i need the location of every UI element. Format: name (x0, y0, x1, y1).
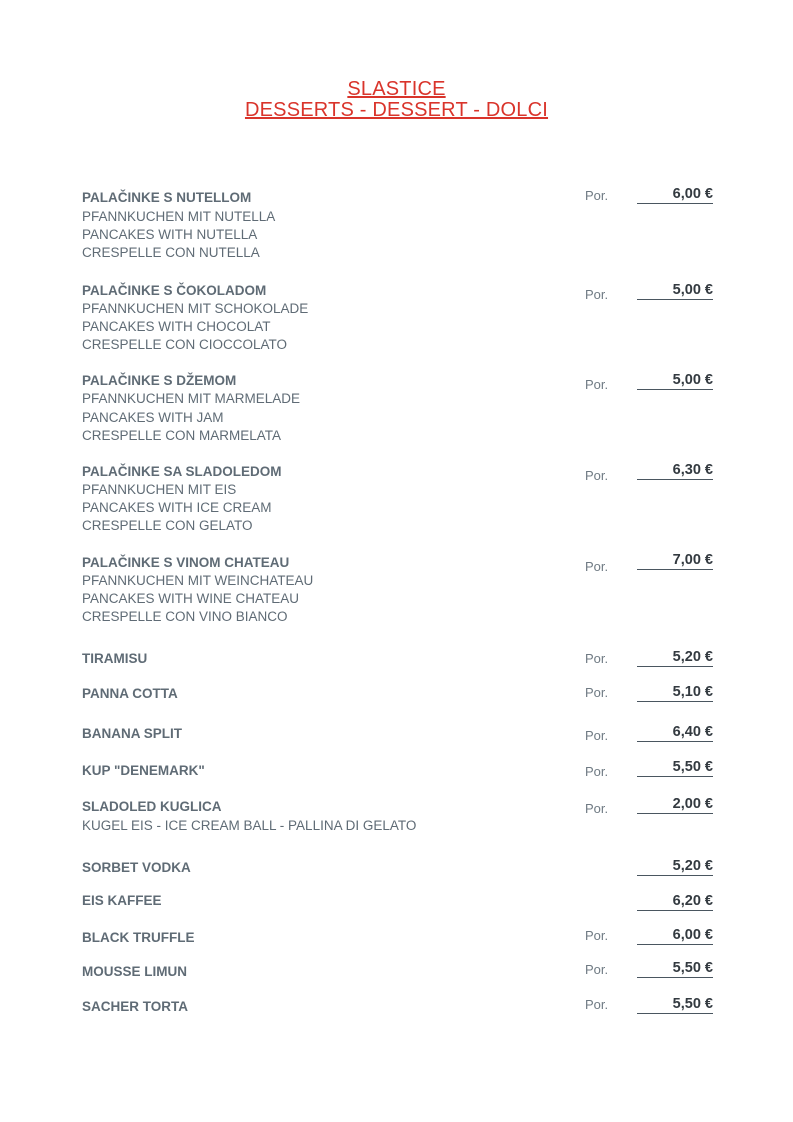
item-name: PALAČINKE S NUTELLOM (82, 190, 252, 205)
item-price: 5,50 € (637, 960, 713, 978)
item-name: KUP "DENEMARK" (82, 763, 205, 778)
item-name: SORBET VODKA (82, 860, 191, 875)
item-price: 5,00 € (637, 372, 713, 390)
item-name: MOUSSE LIMUN (82, 964, 188, 979)
portion-label: Por. (585, 801, 609, 816)
page-title: SLASTICE (347, 78, 446, 100)
item-translation: PANCAKES WITH NUTELLA (82, 227, 258, 242)
item-price: 6,40 € (637, 724, 713, 742)
item-translation: KUGEL EIS - ICE CREAM BALL - PALLINA DI GELATO (82, 818, 417, 833)
portion-label: Por. (585, 651, 609, 666)
item-translation: PANCAKES WITH WINE CHATEAU (82, 591, 300, 606)
item-translation: PFANNKUCHEN MIT EIS (82, 482, 237, 497)
item-translation: CRESPELLE CON GELATO (82, 518, 253, 533)
item-translation: CRESPELLE CON NUTELLA (82, 245, 260, 260)
item-price: 6,00 € (637, 927, 713, 945)
portion-label: Por. (585, 962, 609, 977)
item-name: PALAČINKE S VINOM CHATEAU (82, 555, 290, 570)
item-translation: PANCAKES WITH CHOCOLAT (82, 319, 271, 334)
item-translation: PFANNKUCHEN MIT NUTELLA (82, 209, 276, 224)
item-name: SLADOLED KUGLICA (82, 799, 222, 814)
item-translation: PANCAKES WITH JAM (82, 410, 224, 425)
portion-label: Por. (585, 188, 609, 203)
item-name: PALAČINKE S DŽEMOM (82, 373, 237, 388)
item-translation: PANCAKES WITH ICE CREAM (82, 500, 272, 515)
portion-label: Por. (585, 287, 609, 302)
item-translation: CRESPELLE CON VINO BIANCO (82, 609, 288, 624)
item-price: 5,00 € (637, 282, 713, 300)
portion-label: Por. (585, 764, 609, 779)
item-translation: PFANNKUCHEN MIT MARMELADE (82, 391, 301, 406)
item-name: TIRAMISU (82, 651, 148, 666)
item-translation: CRESPELLE CON MARMELATA (82, 428, 282, 443)
item-translation: CRESPELLE CON CIOCCOLATO (82, 337, 288, 352)
item-price: 5,50 € (637, 759, 713, 777)
item-name: PANNA COTTA (82, 686, 178, 701)
item-price: 6,00 € (637, 186, 713, 204)
item-price: 2,00 € (637, 796, 713, 814)
item-name: BLACK TRUFFLE (82, 930, 195, 945)
portion-label: Por. (585, 728, 609, 743)
item-price: 5,20 € (637, 858, 713, 876)
item-price: 5,50 € (637, 996, 713, 1014)
item-price: 6,20 € (637, 893, 713, 911)
portion-label: Por. (585, 377, 609, 392)
portion-label: Por. (585, 997, 609, 1012)
portion-label: Por. (585, 468, 609, 483)
item-price: 7,00 € (637, 552, 713, 570)
portion-label: Por. (585, 928, 609, 943)
item-name: PALAČINKE SA SLADOLEDOM (82, 464, 282, 479)
portion-label: Por. (585, 685, 609, 700)
item-translation: PFANNKUCHEN MIT WEINCHATEAU (82, 573, 314, 588)
portion-label: Por. (585, 559, 609, 574)
item-price: 5,20 € (637, 649, 713, 667)
item-price: 5,10 € (637, 684, 713, 702)
item-price: 6,30 € (637, 462, 713, 480)
item-translation: PFANNKUCHEN MIT SCHOKOLADE (82, 301, 309, 316)
page-subtitle: DESSERTS - DESSERT - DOLCI (244, 99, 549, 121)
item-name: BANANA SPLIT (82, 726, 182, 741)
item-name: PALAČINKE S ČOKOLADOM (82, 283, 267, 298)
item-name: EIS KAFFEE (82, 893, 162, 908)
item-name: SACHER TORTA (82, 999, 189, 1014)
